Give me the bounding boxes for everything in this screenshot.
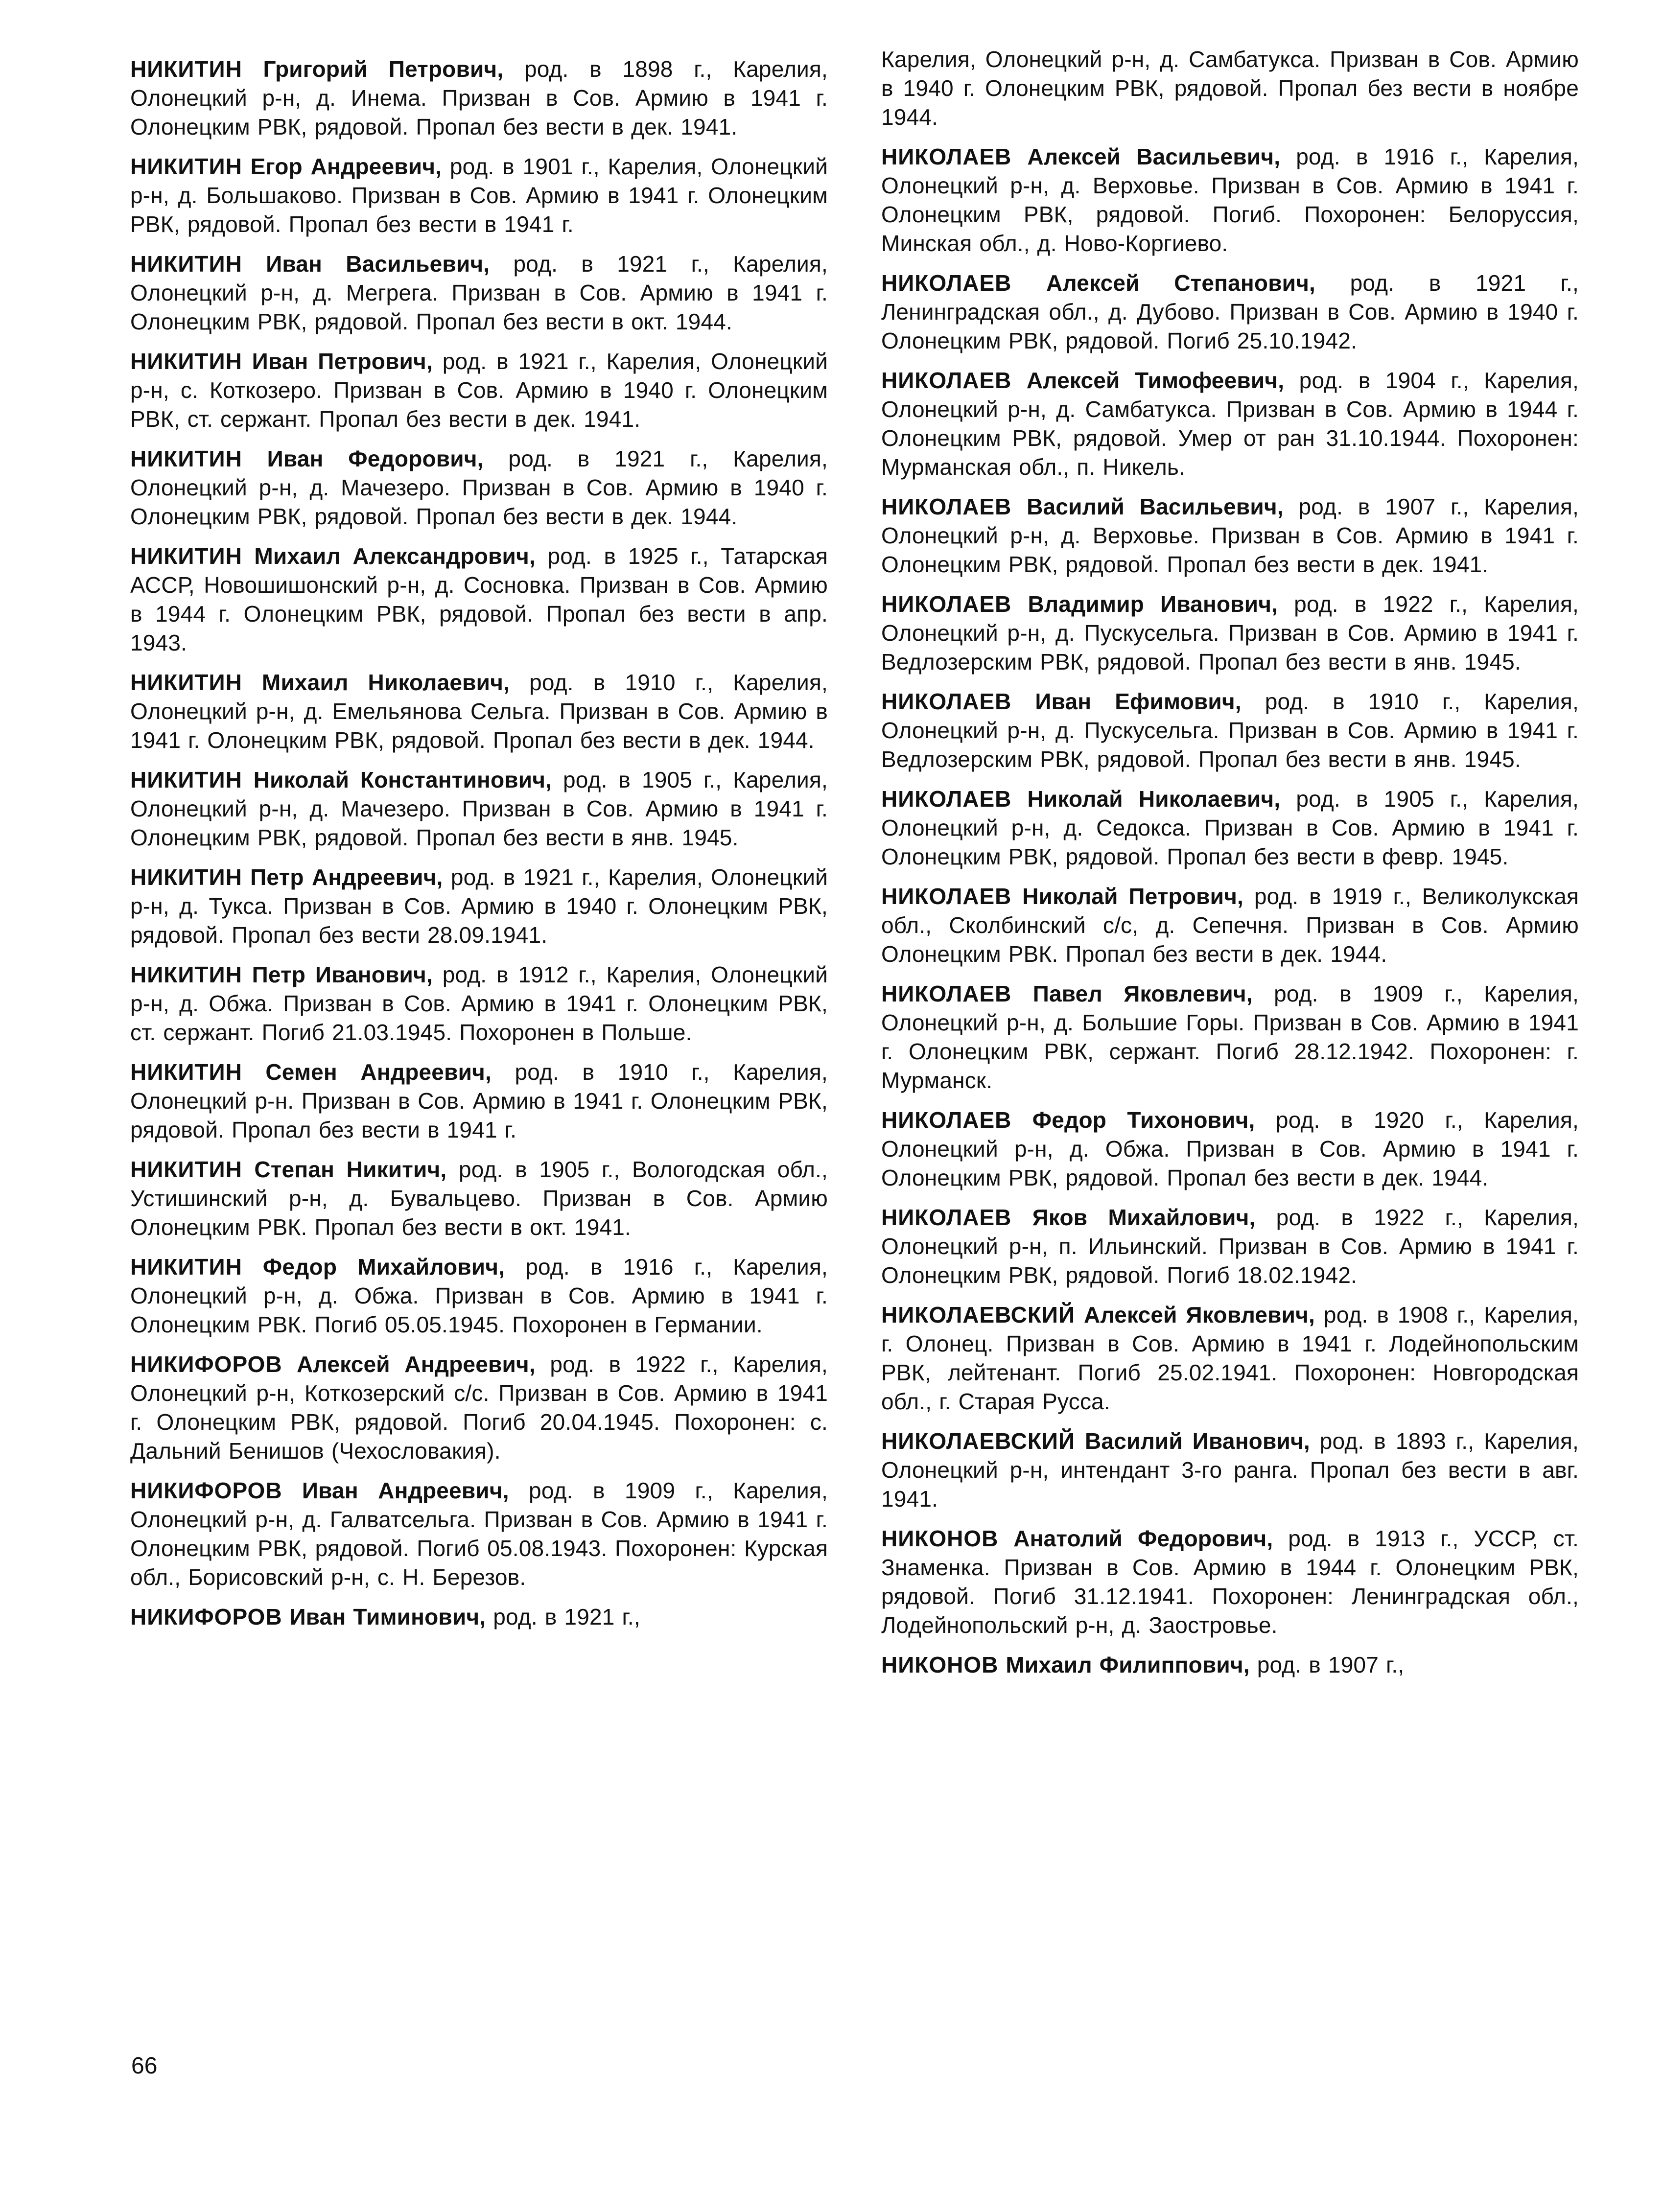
entry-text: род. в 1921 г., Карелия, Олонецкий р-н, д. Мачезеро. Призван в Сов. Армию в 1940 г. Олонецким РВК, рядовой. Пропал без вести в дек. 1944. (130, 446, 828, 529)
entry-text: род. в 1905 г., Вологодская обл., Устишинский р-н, д. Бувальцево. Призван в Сов. Армию Олонецким РВК. Пропал без вести в окт. 1941. (130, 1157, 828, 1240)
entry-text: род. в 1919 г., Великолукская обл., Сколбинский с/с, д. Сепечня. Призван в Сов. Армию Олонецким РВК. Пропал без вести в дек. 1944. (881, 884, 1579, 967)
entry-given-names: Николай Николаевич, (1027, 786, 1281, 812)
entry-text: род. в 1916 г., Карелия, Олонецкий р-н, д. Обжа. Призван в Сов. Армию в 1941 г. Олонецким РВК. Погиб 05.05.1945. Похоронен в Германии. (130, 1254, 828, 1337)
entry-surname: НИКОЛАЕВ (881, 689, 1012, 714)
entry (881, 142, 1579, 258)
entry-given-names: Михаил Николаевич, (261, 670, 510, 695)
entry-surname: НИКОЛАЕВ (881, 1107, 1012, 1133)
entry-surname: НИКОНОВ (881, 1652, 999, 1677)
entry (881, 1524, 1579, 1640)
entry-surname: НИКИТИН (130, 1254, 242, 1280)
entry-given-names: Иван Федорович, (267, 446, 484, 471)
entry (881, 687, 1579, 774)
entry (130, 863, 828, 950)
entry-given-names: Николай Петрович, (1022, 884, 1243, 909)
entry-text: род. в 1920 г., Карелия, Олонецкий р-н, д. Обжа. Призван в Сов. Армию в 1941 г. Олонецким РВК, рядовой. Пропал без вести в дек. 1944. (881, 1107, 1579, 1190)
entry-surname: НИКИТИН (130, 864, 242, 890)
entry-surname: НИКИФОРОВ (130, 1351, 282, 1377)
entry (881, 979, 1579, 1095)
entry-given-names: Алексей Тимофеевич, (1026, 368, 1285, 393)
entry-given-names: Иван Ефимович, (1035, 689, 1242, 714)
entry-surname: НИКИТИН (130, 670, 242, 695)
entry (130, 1253, 828, 1339)
entry-surname: НИКОЛАЕВ (881, 494, 1012, 519)
entry-surname: НИКИТИН (130, 154, 242, 179)
entry (130, 1155, 828, 1242)
entry-text: род. в 1907 г., Карелия, Олонецкий р-н, д. Верховье. Призван в Сов. Армию в 1941 г. Олонецким РВК, рядовой. Пропал без вести в дек. 1941. (881, 494, 1579, 577)
entry-text: род. в 1908 г., Карелия, г. Олонец. Призван в Сов. Армию в 1941 г. Лодейнопольским РВК, лейтенант. Погиб 25.02.1941. Похоронен: Новгородская обл., г. Старая Русса. (881, 1302, 1579, 1414)
entry-given-names: Павел Яковлевич, (1032, 981, 1253, 1006)
entry-text: род. в 1921 г., Карелия, Олонецкий р-н, с. Коткозеро. Призван в Сов. Армию в 1940 г. Олонецким РВК, ст. сержант. Пропал без вести в дек. 1941. (130, 349, 828, 432)
entry-surname: НИКИТИН (130, 349, 242, 374)
entry-given-names: Семен Андреевич, (265, 1059, 492, 1085)
entry-given-names: Иван Андреевич, (302, 1478, 509, 1503)
right-column (881, 45, 1579, 1690)
entry-surname: НИКОЛАЕВ (881, 884, 1012, 909)
entry-text: род. в 1910 г., Карелия, Олонецкий р-н, д. Емельянова Сельга. Призван в Сов. Армию в 1941 г. Олонецким РВК, рядовой. Пропал без вести в дек. 1944. (130, 670, 828, 753)
entry (130, 542, 828, 657)
entry-surname: НИКИТИН (130, 446, 242, 471)
entry-given-names: Иван Петрович, (252, 349, 433, 374)
entry-text: род. в 1905 г., Карелия, Олонецкий р-н, д. Седокса. Призван в Сов. Армию в 1941 г. Олонецким РВК, рядовой. Пропал без вести в февр. 1945. (881, 786, 1579, 869)
entry (881, 882, 1579, 969)
entry-text: род. в 1904 г., Карелия, Олонецкий р-н, д. Самбатукса. Призван в Сов. Армию в 1944 г. Олонецким РВК, рядовой. Умер от ран 31.10.1944. Похоронен: Мурманская обл., п. Никель. (881, 368, 1579, 480)
entry-surname: НИКИТИН (130, 767, 242, 792)
entry-given-names: Григорий Петрович, (263, 56, 504, 82)
entry-text: род. в 1912 г., Карелия, Олонецкий р-н, д. Обжа. Призван в Сов. Армию в 1941 г. Олонецким РВК, ст. сержант. Погиб 21.03.1945. Похоронен в Польше. (130, 962, 828, 1045)
entry-text: род. в 1901 г., Карелия, Олонецкий р-н, д. Большаково. Призван в Сов. Армию в 1941 г. Олонецким РВК, рядовой. Пропал без вести в 1941 г. (130, 154, 828, 237)
entry (881, 1106, 1579, 1192)
entry (881, 1203, 1579, 1290)
entry-given-names: Алексей Степанович, (1046, 270, 1316, 296)
entry-given-names: Степан Никитич, (254, 1157, 447, 1182)
entry (881, 269, 1579, 355)
entry-surname: НИКОНОВ (881, 1526, 999, 1551)
entry-surname: НИКОЛАЕВСКИЙ (881, 1302, 1076, 1327)
entry (881, 366, 1579, 482)
entry (130, 960, 828, 1047)
entry-text: род. в 1893 г., Карелия, Олонецкий р-н, интендант 3-го ранга. Пропал без вести в авг. 1941. (881, 1428, 1579, 1512)
entry (130, 1476, 828, 1592)
entry-surname: НИКИФОРОВ (130, 1604, 282, 1630)
entry-text: род. в 1910 г., Карелия, Олонецкий р-н. Призван в Сов. Армию в 1941 г. Олонецким РВК, рядовой. Пропал без вести в 1941 г. (130, 1059, 828, 1142)
entry-surname: НИКОЛАЕВ (881, 270, 1012, 296)
entry (881, 1651, 1579, 1679)
entry-given-names: Петр Андреевич, (250, 864, 443, 890)
entry-text: род. в 1925 г., Татарская АССР, Новошишонский р-н, д. Сосновка. Призван в Сов. Армию в 1944 г. Олонецким РВК, рядовой. Пропал без вести в апр. 1943. (130, 543, 828, 655)
entry-given-names: Яков Михайлович, (1032, 1205, 1256, 1230)
entry-given-names: Владимир Иванович, (1028, 591, 1278, 617)
entry-surname: НИКИТИН (130, 962, 242, 987)
entry (130, 668, 828, 755)
entry-text: род. в 1921 г., Ленинградская обл., д. Дубово. Призван в Сов. Армию в 1940 г. Олонецким РВК, рядовой. Погиб 25.10.1942. (881, 270, 1579, 353)
entry-surname: НИКОЛАЕВ (881, 786, 1012, 812)
entry-surname: НИКИТИН (130, 56, 242, 82)
entry-given-names: Федор Тихонович, (1032, 1107, 1255, 1133)
left-column (130, 55, 828, 1642)
entry-continuation: Карелия, Олонецкий р-н, д. Самбатукса. Призван в Сов. Армию в 1940 г. Олонецким РВК, рядовой. Пропал без вести в ноябре 1944. (881, 47, 1579, 130)
entry-text: род. в 1922 г., Карелия, Олонецкий р-н, д. Пускусельга. Призван в Сов. Армию в 1941 г. Ведлозерским РВК, рядовой. Пропал без вести в янв. 1945. (881, 591, 1579, 675)
entry-surname: НИКИТИН (130, 543, 242, 569)
entry-surname: НИКИТИН (130, 1157, 242, 1182)
entry-given-names: Петр Иванович, (252, 962, 433, 987)
entry-surname: НИКОЛАЕВ (881, 1205, 1012, 1230)
entry (881, 1427, 1579, 1513)
entry-given-names: Николай Константинович, (253, 767, 552, 792)
entry-text: род. в 1922 г., Карелия, Олонецкий р-н, п. Ильинский. Призван в Сов. Армию в 1941 г. Олонецким РВК, рядовой. Погиб 18.02.1942. (881, 1205, 1579, 1288)
entry-surname: НИКИТИН (130, 251, 242, 277)
entry (130, 444, 828, 531)
entry-text: род. в 1922 г., Карелия, Олонецкий р-н, Коткозерский с/с. Призван в Сов. Армию в 1941 г. Олонецким РВК, рядовой. Погиб 20.04.1945. Похоронен: с. Дальний Бенишов (Чехословакия). (130, 1351, 828, 1464)
entry-given-names: Федор Михайлович, (262, 1254, 505, 1280)
entry (130, 347, 828, 434)
entry (881, 590, 1579, 676)
entry (130, 1058, 828, 1144)
entry-given-names: Василий Васильевич, (1027, 494, 1284, 519)
entry (881, 785, 1579, 871)
entry-given-names: Алексей Васильевич, (1027, 144, 1281, 169)
entry-given-names: Иван Васильевич, (266, 251, 490, 277)
entry-text: род. в 1898 г., Карелия, Олонецкий р-н, д. Инема. Призван в Сов. Армию в 1941 г. Олонецким РВК, рядовой. Пропал без вести в дек. 1941. (130, 56, 828, 140)
entry-text: род. в 1921 г., Карелия, Олонецкий р-н, д. Тукса. Призван в Сов. Армию в 1940 г. Олонецким РВК, рядовой. Пропал без вести 28.09.1941. (130, 864, 828, 948)
entry-given-names: Иван Тиминович, (289, 1604, 486, 1630)
entry-given-names: Егор Андреевич, (250, 154, 442, 179)
entry (130, 1350, 828, 1466)
entry (130, 766, 828, 852)
entry (881, 1301, 1579, 1416)
entry-given-names: Михаил Александрович, (254, 543, 536, 569)
entry-surname: НИКОЛАЕВ (881, 591, 1012, 617)
entry (130, 55, 828, 141)
entry-text: род. в 1905 г., Карелия, Олонецкий р-н, д. Мачезеро. Призван в Сов. Армию в 1941 г. Олонецким РВК, рядовой. Пропал без вести в янв. 1945. (130, 767, 828, 850)
entry-given-names: Анатолий Федорович, (1013, 1526, 1273, 1551)
entry-text: род. в 1910 г., Карелия, Олонецкий р-н, д. Пускусельга. Призван в Сов. Армию в 1941 г. Ведлозерским РВК, рядовой. Пропал без вести в янв. 1945. (881, 689, 1579, 772)
entry-surname: НИКОЛАЕВ (881, 144, 1012, 169)
entry-given-names: Михаил Филиппович, (1006, 1652, 1250, 1677)
entry-text: род. в 1913 г., УССР, ст. Знаменка. Призван в Сов. Армию в 1944 г. Олонецким РВК, рядовой. Погиб 31.12.1941. Похоронен: Ленинградская обл., Лодейнопольский р-н, д. Заостровье. (881, 1526, 1579, 1638)
entry-text: род. в 1909 г., Карелия, Олонецкий р-н, д. Большие Горы. Призван в Сов. Армию в 1941 г. Олонецким РВК, сержант. Погиб 28.12.1942. Похоронен: г. Мурманск. (881, 981, 1579, 1093)
entry (881, 492, 1579, 579)
page-number: 66 (131, 2053, 158, 2079)
entry-surname: НИКОЛАЕВ (881, 981, 1012, 1006)
entry-given-names: Алексей Андреевич, (297, 1351, 536, 1377)
entry-surname: НИКОЛАЕВ (881, 368, 1012, 393)
entry-surname: НИКИФОРОВ (130, 1478, 282, 1503)
entry (130, 152, 828, 239)
entry-surname: НИКИТИН (130, 1059, 242, 1085)
entry (130, 1603, 828, 1631)
entry-surname: НИКОЛАЕВСКИЙ (881, 1428, 1076, 1454)
entry-text: род. в 1916 г., Карелия, Олонецкий р-н, д. Верховье. Призван в Сов. Армию в 1941 г. Олонецким РВК, рядовой. Погиб. Похоронен: Белоруссия, Минская обл., д. Ново-Коргиево. (881, 144, 1579, 256)
entry-given-names: Алексей Яковлевич, (1083, 1302, 1315, 1327)
entry-text: род. в 1921 г., (486, 1604, 640, 1630)
entry-text: род. в 1907 г., (1249, 1652, 1405, 1677)
entry-given-names: Василий Иванович, (1085, 1428, 1310, 1454)
entry-text: род. в 1921 г., Карелия, Олонецкий р-н, д. Мегрега. Призван в Сов. Армию в 1941 г. Олонецким РВК, рядовой. Пропал без вести в окт. 1944. (130, 251, 828, 334)
entry (130, 250, 828, 336)
entry-text: род. в 1909 г., Карелия, Олонецкий р-н, д. Галватсельга. Призван в Сов. Армию в 1941 г. Олонецким РВК, рядовой. Погиб 05.08.1943. Похоронен: Курская обл., Борисовский р-н, с. Н. Березов. (130, 1478, 828, 1590)
